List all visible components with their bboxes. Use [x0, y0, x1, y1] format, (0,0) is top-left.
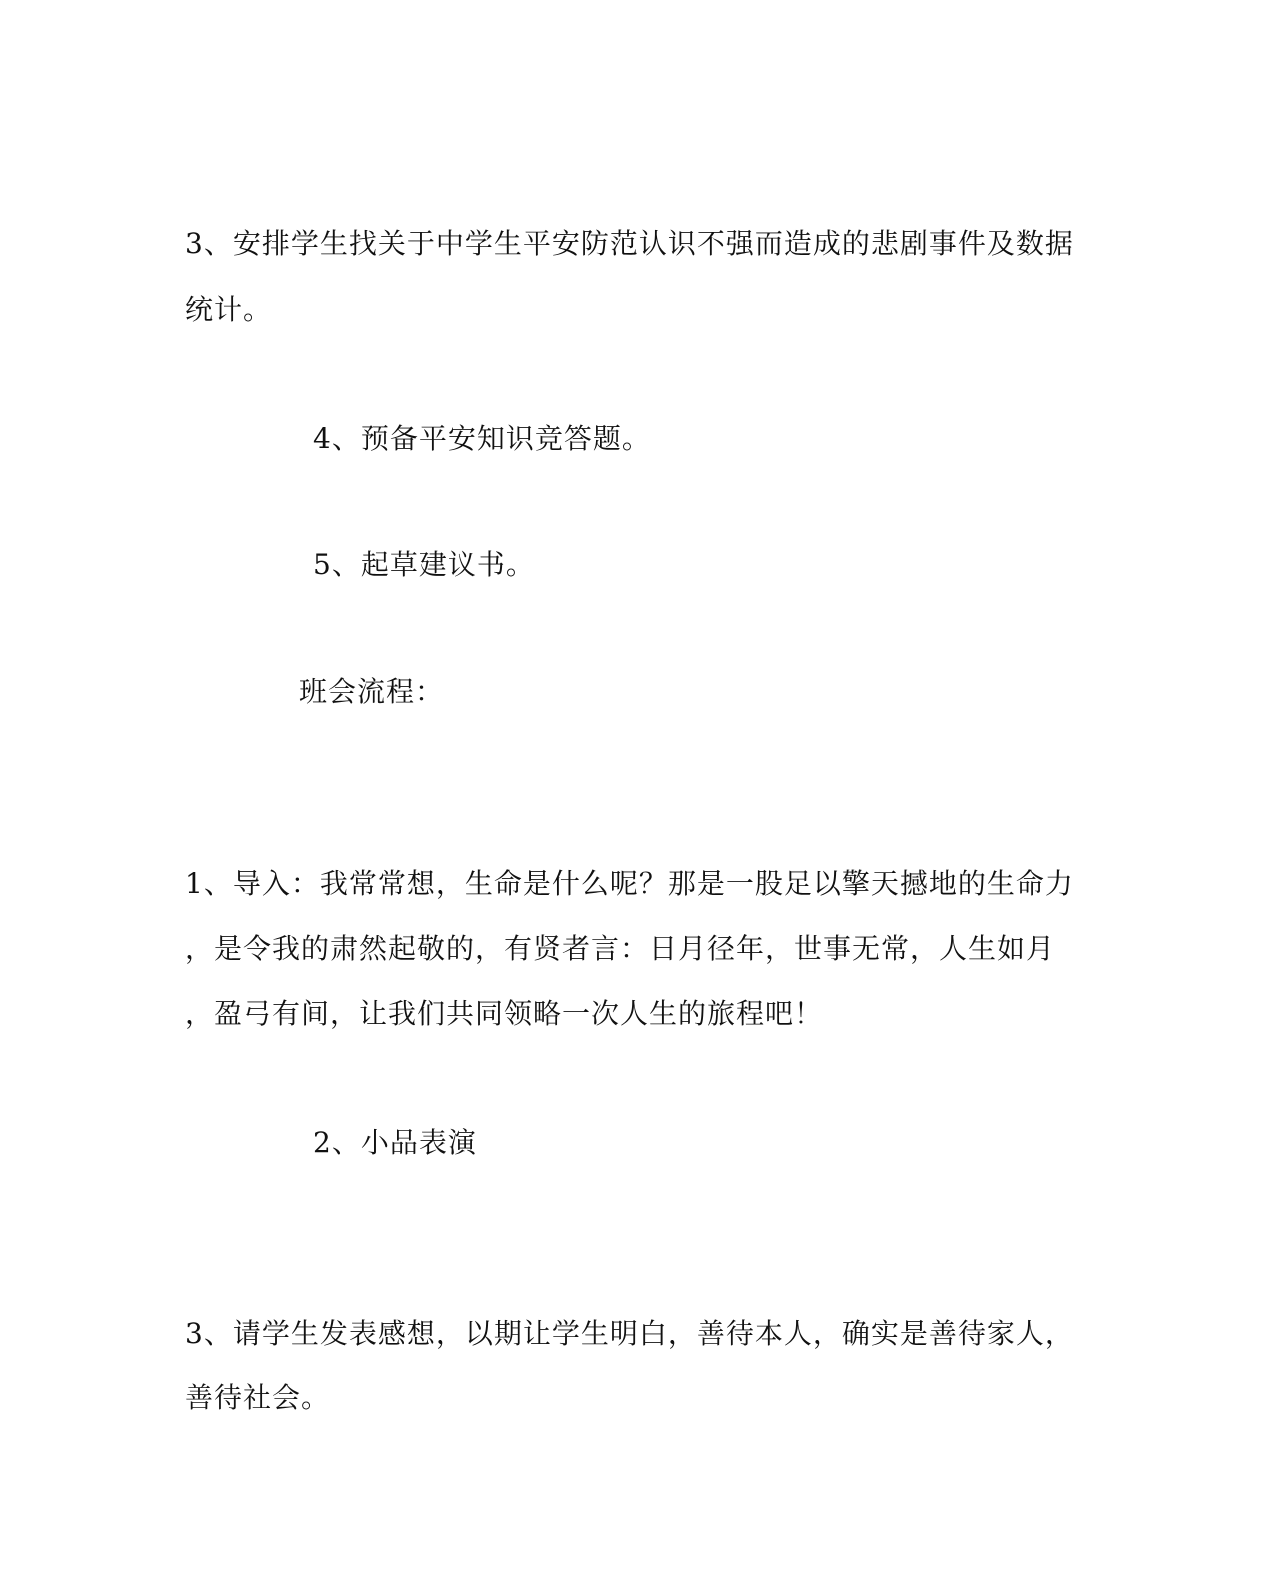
item-4: 4、预备平安知识竞答题。: [313, 422, 651, 455]
step-1-line-3: ，盈弓有间，让我们共同领略一次人生的旅程吧！: [185, 997, 824, 1030]
section-heading: 班会流程：: [299, 675, 445, 708]
step-3-line-2: 善待社会。: [185, 1381, 331, 1414]
item-5: 5、起草建议书。: [313, 548, 535, 581]
step-3-line-1: 3、请学生发表感想，以期让学生明白，善待本人，确实是善待家人，: [185, 1317, 1074, 1350]
step-1-line-2: ，是令我的肃然起敬的，有贤者言：日月径年，世事无常，人生如月: [185, 932, 1056, 965]
step-1-line-1: 1、导入：我常常想，生命是什么呢？那是一股足以擎天撼地的生命力: [185, 867, 1074, 900]
step-2: 2、小品表演: [313, 1126, 477, 1159]
paragraph-3-line-2: 统计。: [185, 293, 273, 326]
paragraph-3-line-1: 3、安排学生找关于中学生平安防范认识不强而造成的悲剧事件及数据: [185, 227, 1074, 260]
